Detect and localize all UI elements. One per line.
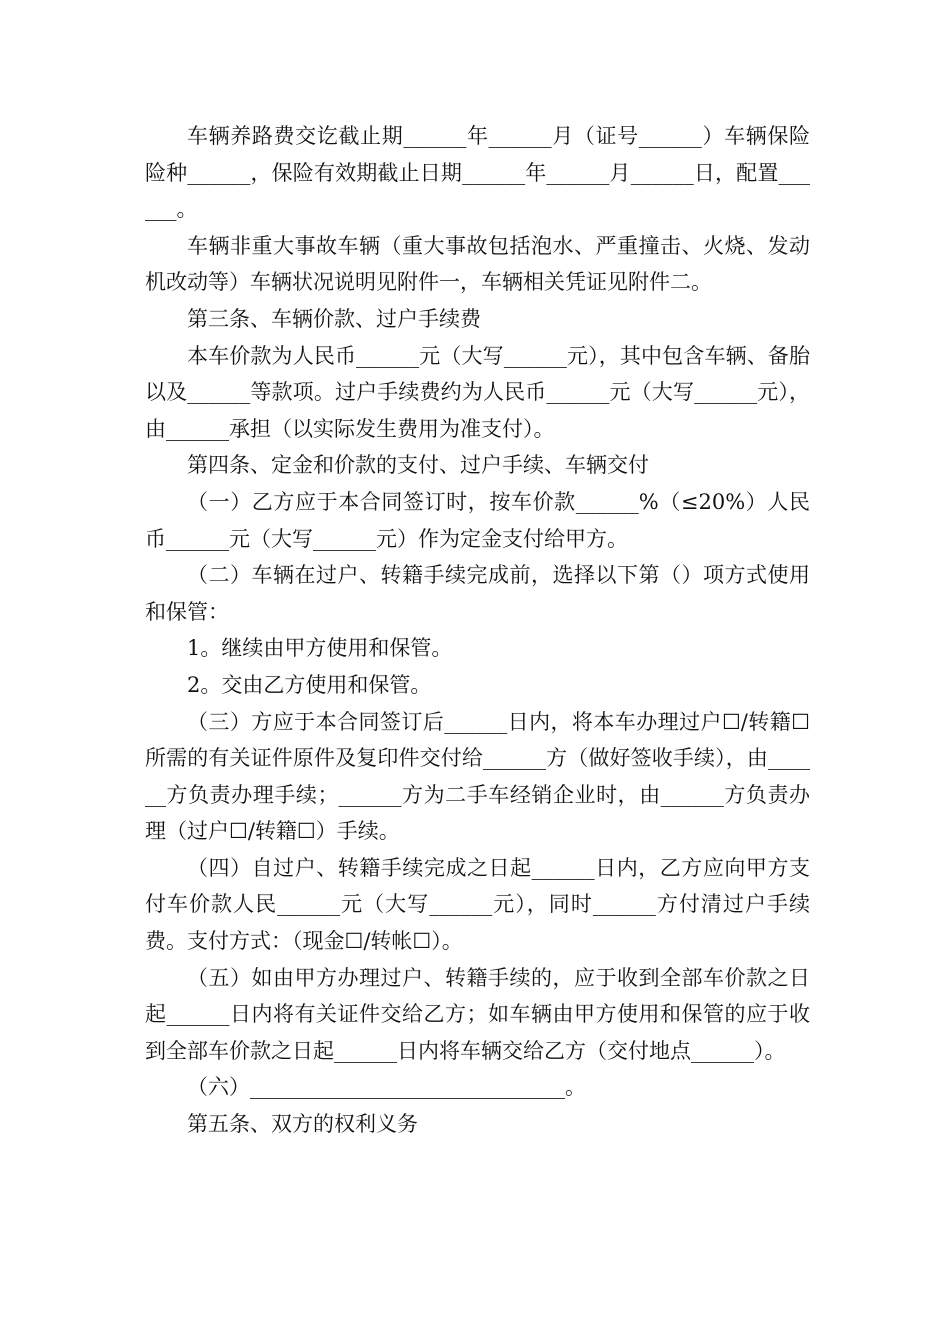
paragraph-insurance-info: 车辆养路费交讫截止期______年______月（证号______）车辆保险险种______，保险有效期截止日期______年______月______日，配置______。 bbox=[145, 124, 810, 222]
article-5-heading: 第五条、双方的权利义务 bbox=[187, 1112, 418, 1137]
clause-1-deposit: （一）乙方应于本合同签订时，按车价款______%（≤20%）人民币______元（大写______元）作为定金支付给甲方。 bbox=[145, 489, 810, 551]
article-4-heading: 第四条、定金和价款的支付、过户手续、车辆交付 bbox=[187, 453, 649, 478]
article-3-heading: 第三条、车辆价款、过户手续费 bbox=[187, 306, 481, 331]
custody-option-1: 1。继续由甲方使用和保管。 bbox=[187, 636, 453, 661]
paragraph-accident-statement: 车辆非重大事故车辆（重大事故包括泡水、严重撞击、火烧、发动机改动等）车辆状况说明见附件一，车辆相关凭证见附件二。 bbox=[145, 233, 810, 295]
paragraph-price: 本车价款为人民币______元（大写______元），其中包含车辆、备胎以及______等款项。过户手续费约为人民币______元（大写______元），由______承担（以实际发生费用为准支付）。 bbox=[145, 343, 810, 441]
custody-option-2: 2。交由乙方使用和保管。 bbox=[187, 672, 432, 697]
clause-5-delivery: （五）如由甲方办理过户、转籍手续的，应于收到全部车价款之日起______日内将有关证件交给乙方；如车辆由甲方使用和保管的应于收到全部车价款之日起______日内将车辆交给乙方（交付地点______）。 bbox=[145, 965, 810, 1063]
clause-4-payment: （四）自过户、转籍手续完成之日起______日内，乙方应向甲方支付车价款人民______元（大写______元），同时______方付清过户手续费。支付方式：（现金☐/转帐☐）。 bbox=[145, 855, 810, 954]
clause-6-blank: （六）______________________________。 bbox=[187, 1075, 586, 1100]
clause-3-documents: （三）方应于本合同签订后______日内，将本车办理过户☐/转籍☐所需的有关证件原件及复印件交付给______方（做好签收手续），由______方负责办理手续；______方为二手车经销企业时，由______方负责办理（过户☐/转籍☐）手续。 bbox=[145, 709, 810, 844]
clause-2-custody: （二）车辆在过户、转籍手续完成前，选择以下第（）项方式使用和保管： bbox=[145, 563, 810, 624]
document-body bbox=[145, 118, 810, 1143]
